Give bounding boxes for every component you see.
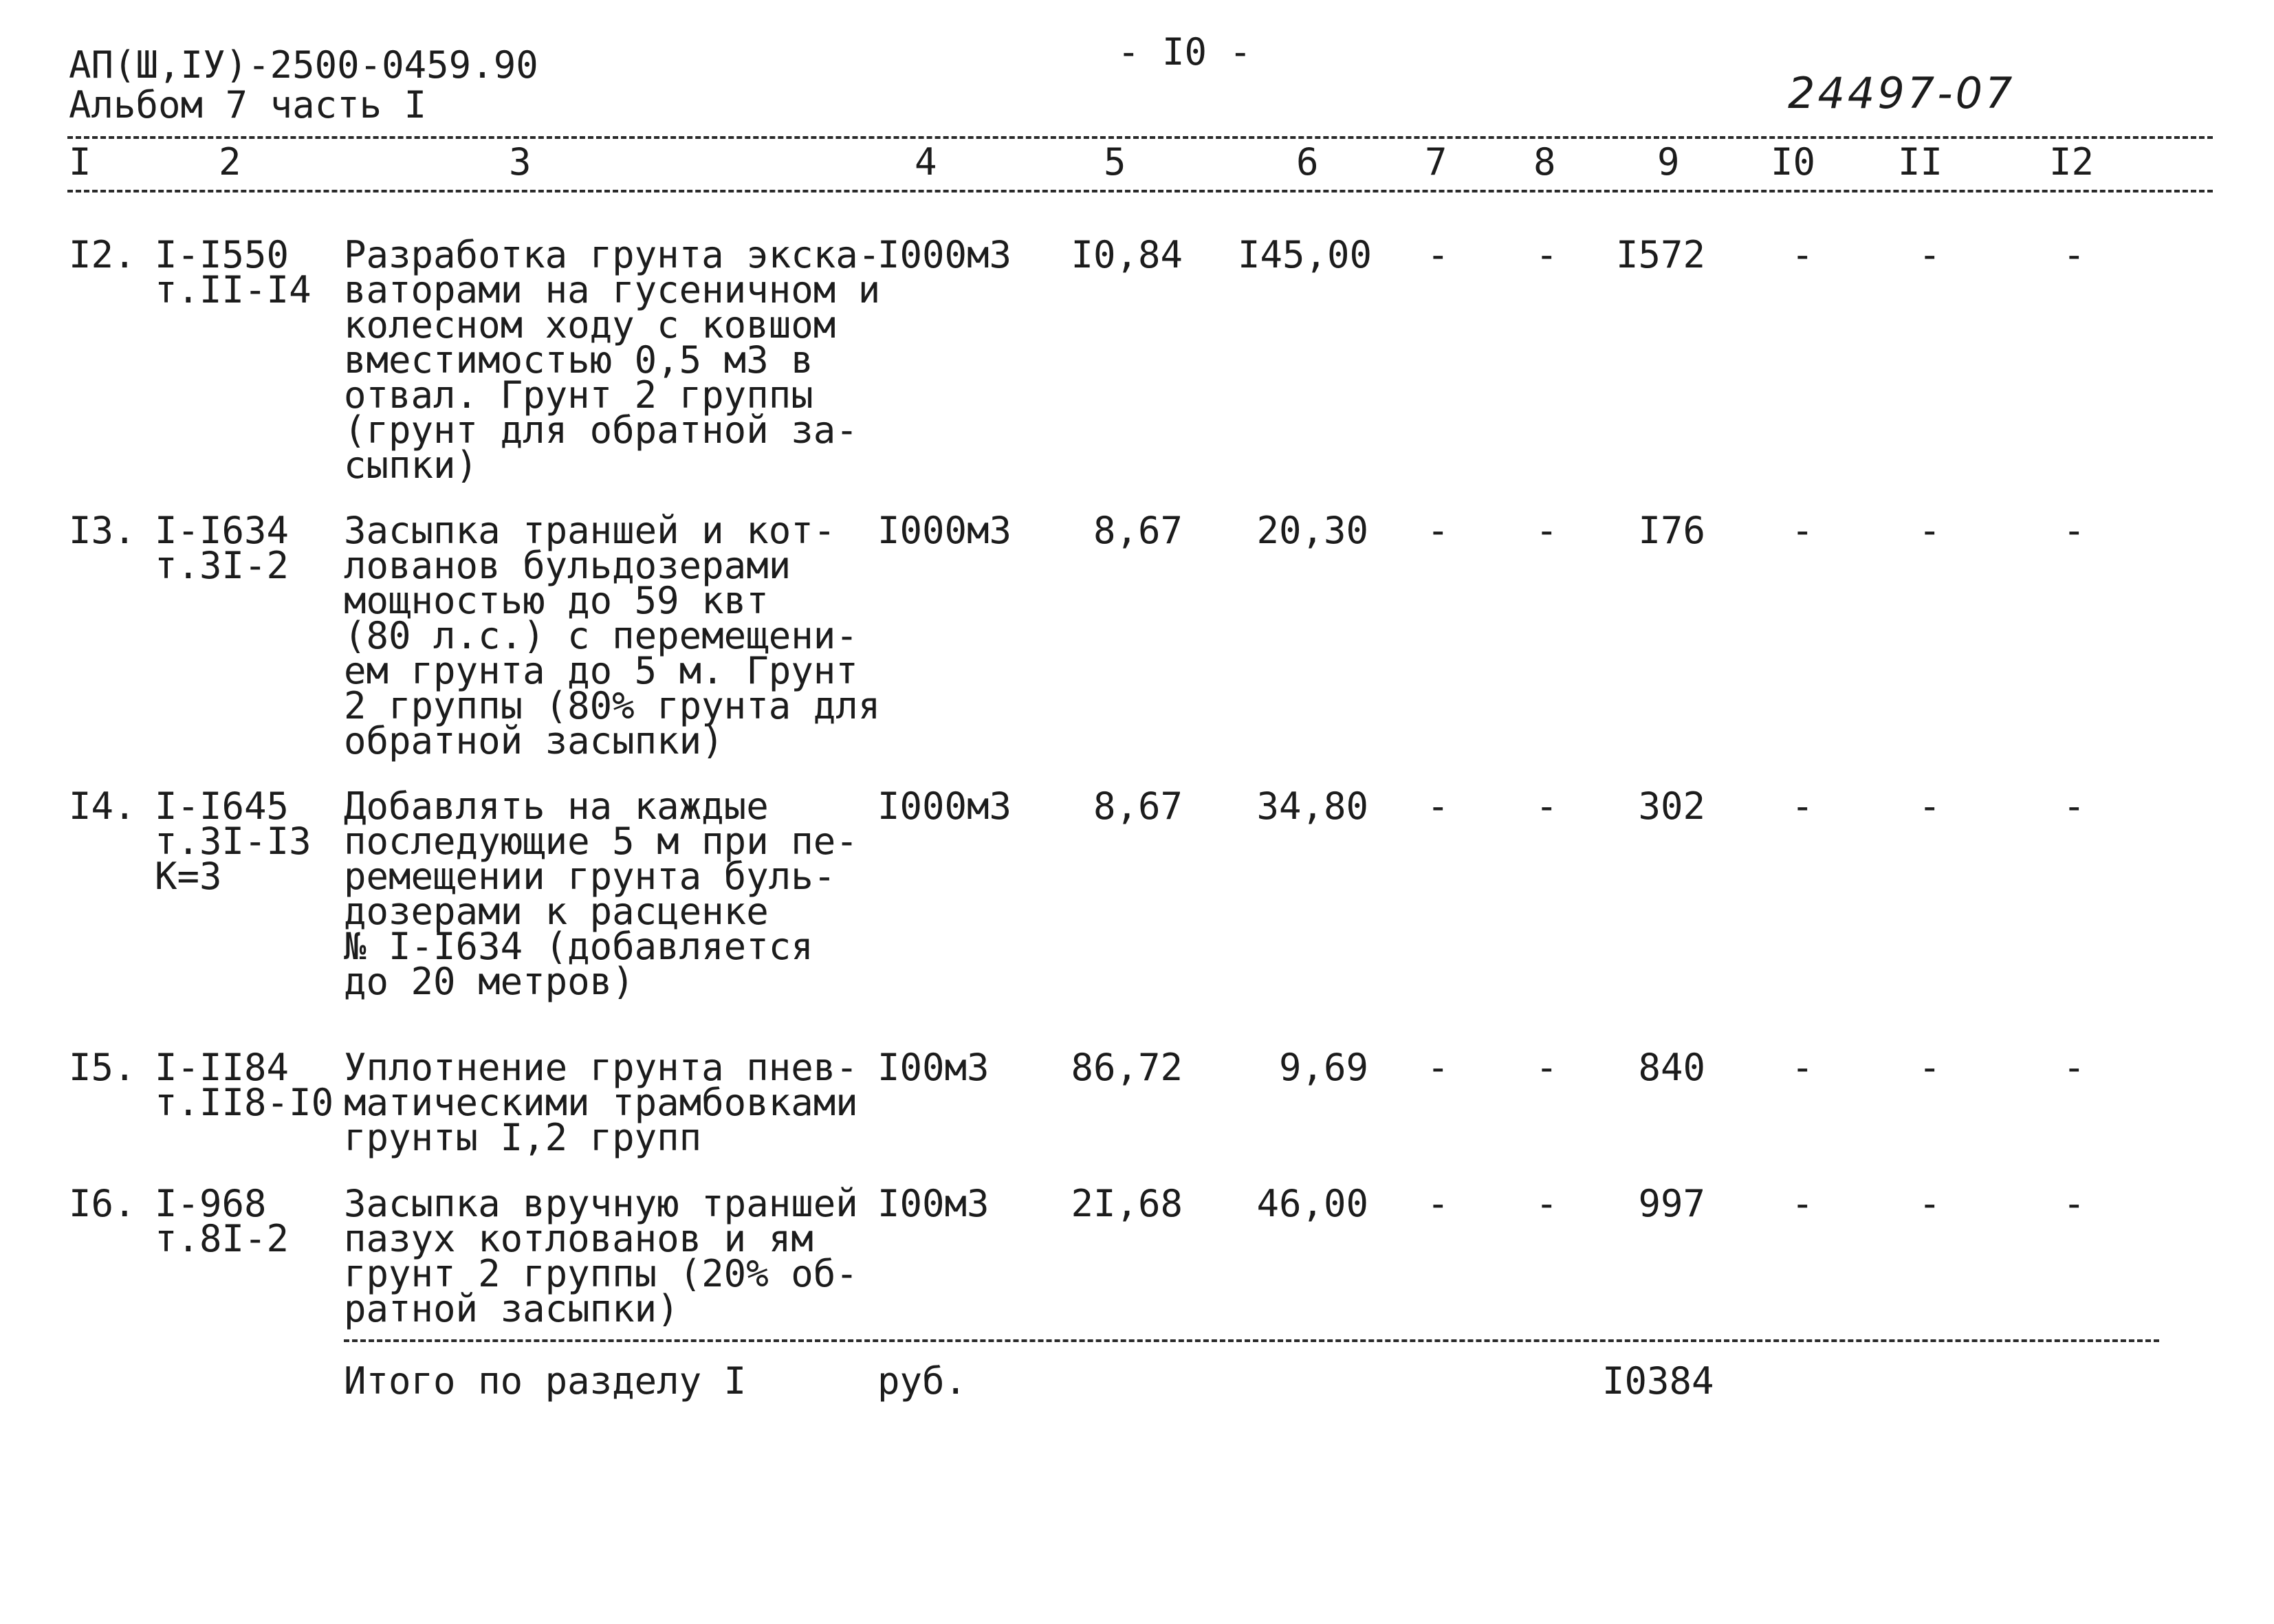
- column-10-value: -: [1791, 509, 1814, 552]
- handwritten-number: 24497-07: [1788, 68, 2015, 118]
- column-number: 4: [915, 140, 937, 184]
- unit-price: 20,30: [1256, 509, 1368, 552]
- column-8-value: -: [1535, 784, 1558, 828]
- summary-total: I0384: [1602, 1359, 1714, 1403]
- doc-code: АП(Ш,IУ)-2500-0459.90: [69, 43, 538, 87]
- column-7-value: -: [1427, 784, 1450, 828]
- total-cost: 997: [1638, 1182, 1705, 1225]
- row-number: I4.: [69, 784, 136, 828]
- summary-unit: руб.: [877, 1359, 967, 1403]
- work-description: Добавлять на каждые последующие 5 м при пе- ремещении грунта буль- дозерами к расценке № I-I634 (добавляется до 20 метров): [344, 784, 858, 1003]
- work-description: Уплотнение грунта пнев- матическими трамбовками грунты I,2 групп: [344, 1046, 858, 1159]
- row-number: I3.: [69, 509, 136, 552]
- column-11-value: -: [1918, 1182, 1941, 1225]
- row-number: I5.: [69, 1046, 136, 1089]
- total-cost: I572: [1615, 233, 1705, 276]
- column-11-value: -: [1918, 784, 1941, 828]
- quantity: 86,72: [1071, 1046, 1183, 1089]
- column-number: 7: [1425, 140, 1447, 184]
- total-cost: I76: [1638, 509, 1705, 552]
- row-number: I2.: [69, 233, 136, 276]
- column-number: I2: [2049, 140, 2095, 184]
- unit: I00м3: [877, 1046, 990, 1089]
- column-11-value: -: [1918, 233, 1941, 276]
- column-number: I0: [1771, 140, 1816, 184]
- summary-label: Итого по разделу I: [344, 1359, 747, 1403]
- work-description: Засыпка вручную траншей пазух котлованов и ям грунт 2 группы (20% об- ратной засыпки): [344, 1182, 858, 1330]
- document-header: [69, 45, 538, 125]
- column-number: 5: [1104, 140, 1126, 184]
- column-12-value: -: [2063, 509, 2086, 552]
- rate-code: I-I645 т.3I-I3 К=3: [155, 784, 311, 898]
- unit-price: 34,80: [1256, 784, 1368, 828]
- column-10-value: -: [1791, 233, 1814, 276]
- unit: I00м3: [877, 1182, 990, 1225]
- total-cost: 302: [1638, 784, 1705, 828]
- unit-price: 9,69: [1278, 1046, 1368, 1089]
- unit: I000м3: [877, 784, 1012, 828]
- page-number: - I0 -: [1117, 30, 1252, 74]
- column-10-value: -: [1791, 1182, 1814, 1225]
- column-12-value: -: [2063, 1182, 2086, 1225]
- rate-code: I-968 т.8I-2: [155, 1182, 289, 1260]
- unit: I000м3: [877, 233, 1012, 276]
- column-11-value: -: [1918, 509, 1941, 552]
- unit-price: 46,00: [1256, 1182, 1368, 1225]
- column-11-value: -: [1918, 1046, 1941, 1089]
- column-7-value: -: [1427, 1046, 1450, 1089]
- album-label: Альбом 7 часть I: [69, 83, 427, 127]
- column-8-value: -: [1535, 233, 1558, 276]
- quantity: I0,84: [1071, 233, 1183, 276]
- summary-divider: [344, 1339, 2159, 1342]
- row-number: I6.: [69, 1182, 136, 1225]
- column-number: 2: [219, 140, 241, 184]
- rate-code: I-I550 т.II-I4: [155, 233, 311, 311]
- column-8-value: -: [1535, 509, 1558, 552]
- quantity: 8,67: [1093, 509, 1183, 552]
- column-number: 9: [1657, 140, 1680, 184]
- column-7-value: -: [1427, 1182, 1450, 1225]
- column-7-value: -: [1427, 233, 1450, 276]
- column-8-value: -: [1535, 1182, 1558, 1225]
- unit-price: I45,00: [1238, 233, 1373, 276]
- work-description: Разработка грунта экска- ваторами на гусеничном и колесном ходу с ковшом вместимостью 0,5 м3 в отвал. Грунт 2 группы (грунт для обратной за- сыпки): [344, 233, 881, 487]
- column-12-value: -: [2063, 1046, 2086, 1089]
- header-divider-top: [67, 136, 2213, 139]
- column-8-value: -: [1535, 1046, 1558, 1089]
- column-7-value: -: [1427, 509, 1450, 552]
- work-description: Засыпка траншей и кот- лованов бульдозерами мощностью до 59 квт (80 л.с.) с перемещени- ем грунта до 5 м. Грунт 2 группы (80% грунта для обратной засыпки): [344, 509, 881, 762]
- column-number: 8: [1533, 140, 1556, 184]
- column-number: II: [1898, 140, 1943, 184]
- column-number: 6: [1296, 140, 1319, 184]
- column-12-value: -: [2063, 784, 2086, 828]
- rate-code: I-I634 т.3I-2: [155, 509, 289, 587]
- column-10-value: -: [1791, 784, 1814, 828]
- header-divider-bottom: [67, 190, 2213, 193]
- column-number: I: [69, 140, 91, 184]
- total-cost: 840: [1638, 1046, 1705, 1089]
- column-number: 3: [509, 140, 532, 184]
- column-10-value: -: [1791, 1046, 1814, 1089]
- unit: I000м3: [877, 509, 1012, 552]
- quantity: 2I,68: [1071, 1182, 1183, 1225]
- rate-code: I-II84 т.II8-I0: [155, 1046, 334, 1124]
- column-12-value: -: [2063, 233, 2086, 276]
- quantity: 8,67: [1093, 784, 1183, 828]
